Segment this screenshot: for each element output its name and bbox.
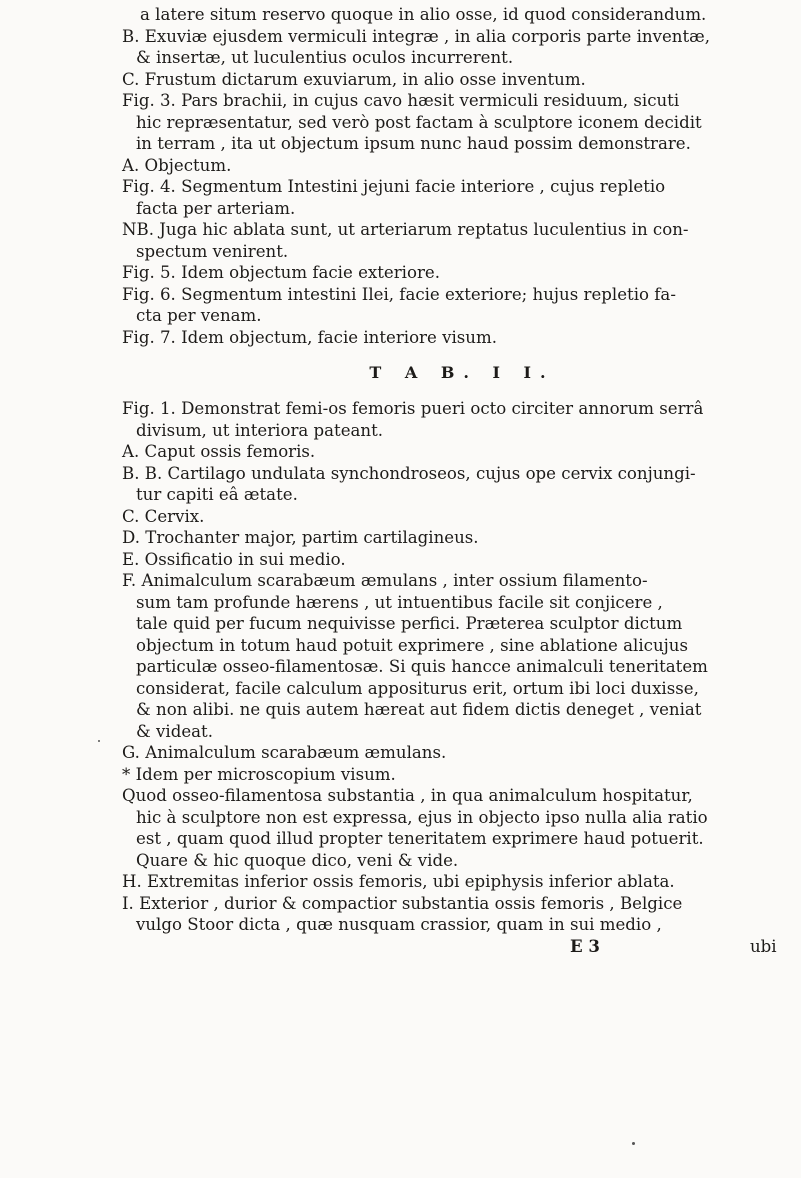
text-line: E. Ossificatio in sui medio. [122, 549, 346, 569]
ink-speck [632, 1142, 635, 1145]
text-line: NB. Juga hic ablata sunt, ut arteriarum reptatus luculentius in con- [122, 220, 689, 239]
text-line: & videat. [136, 721, 214, 741]
text-line: & non alibi. ne quis autem hæreat aut fidem dictis deneget , veniat [136, 700, 702, 719]
text-line: I. Exterior , durior & compactior substantia ossis femoris , Belgice [122, 893, 683, 913]
text-line: Fig. 3. Pars brachii, in cujus cavo hæsit vermiculi residuum, sicuti [122, 91, 680, 110]
text-line: vulgo Stoor dicta , quæ nusquam crassior, quam in sui medio , [136, 915, 662, 934]
text-line: C. Frustum dictarum exuviarum, in alio osse inventum. [122, 69, 586, 89]
text-line: B. Exuviæ ejusdem vermiculi integræ , in alia corporis parte inventæ, [122, 26, 711, 46]
text-line: tale quid per fucum nequivisse perfici. Præterea sculptor dictum [136, 614, 683, 633]
text-line: A. Objectum. [122, 155, 232, 175]
section-heading: T A B. I I. [369, 363, 555, 382]
text-line: spectum venirent. [136, 241, 289, 261]
catchword: ubi [750, 936, 777, 956]
page-text [122, 4, 782, 957]
text-line: G. Animalculum scarabæum æmulans. [122, 743, 447, 762]
text-line: a latere situm reservo quoque in alio osse, id quod considerandum. [140, 5, 707, 24]
text-line: sum tam profunde hærens , ut intuentibus facile sit conjicere , [136, 592, 663, 612]
text-line: cta per venam. [136, 306, 262, 325]
text-line: divisum, ut interiora pateant. [136, 420, 384, 440]
text-line: tur capiti eâ ætate. [136, 485, 298, 504]
text-line: Quod osseo-filamentosa substantia , in qua animalculum hospitatur, [122, 786, 693, 805]
text-line: est , quam quod illud propter teneritatem exprimere haud potuerit. [136, 829, 704, 848]
signature-mark: E 3 [570, 935, 600, 956]
text-line: D. Trochanter major, partim cartilagineus. [122, 528, 479, 547]
text-line: objectum in totum haud potuit exprimere , sine ablatione alicujus [136, 635, 688, 655]
ink-speck [98, 740, 100, 742]
text-line: Fig. 5. Idem objectum facie exteriore. [122, 263, 440, 282]
text-line: * Idem per microscopium visum. [122, 764, 396, 784]
text-line: hic à sculptore non est expressa, ejus in objecto ipso nulla alia ratio [136, 807, 708, 827]
text-line: Fig. 7. Idem objectum, facie interiore visum. [122, 327, 497, 347]
text-line: Fig. 6. Segmentum intestini Ilei, facie exteriore; hujus repletio fa- [122, 284, 676, 304]
text-line: in terram , ita ut objectum ipsum nunc haud possim demonstrare. [136, 134, 691, 153]
text-line: F. Animalculum scarabæum æmulans , inter ossium filamento- [122, 571, 648, 590]
text-line: considerat, facile calculum appositurus erit, ortum ibi loci duxisse, [136, 678, 699, 698]
text-line: Fig. 1. Demonstrat femi-os femoris pueri octo circiter annorum serrâ [122, 399, 704, 418]
text-line: facta per arteriam. [136, 198, 296, 218]
page-footer [122, 936, 782, 958]
text-line: particulæ osseo-filamentosæ. Si quis hancce animalculi teneritatem [136, 657, 708, 676]
text-line: H. Extremitas inferior ossis femoris, ubi epiphysis inferior ablata. [122, 872, 675, 891]
text-line: hic repræsentatur, sed verò post factam à sculptore iconem decidit [136, 112, 702, 132]
text-line: Fig. 4. Segmentum Intestini jejuni facie interiore , cujus repletio [122, 177, 666, 196]
text-line: B. B. Cartilago undulata synchondroseos, cujus ope cervix conjungi- [122, 463, 696, 483]
text-line: C. Cervix. [122, 506, 205, 526]
text-line: A. Caput ossis femoris. [122, 442, 316, 461]
text-line: Quare & hic quoque dico, veni & vide. [136, 850, 459, 870]
text-line: & insertæ, ut luculentius oculos incurrerent. [136, 48, 514, 67]
